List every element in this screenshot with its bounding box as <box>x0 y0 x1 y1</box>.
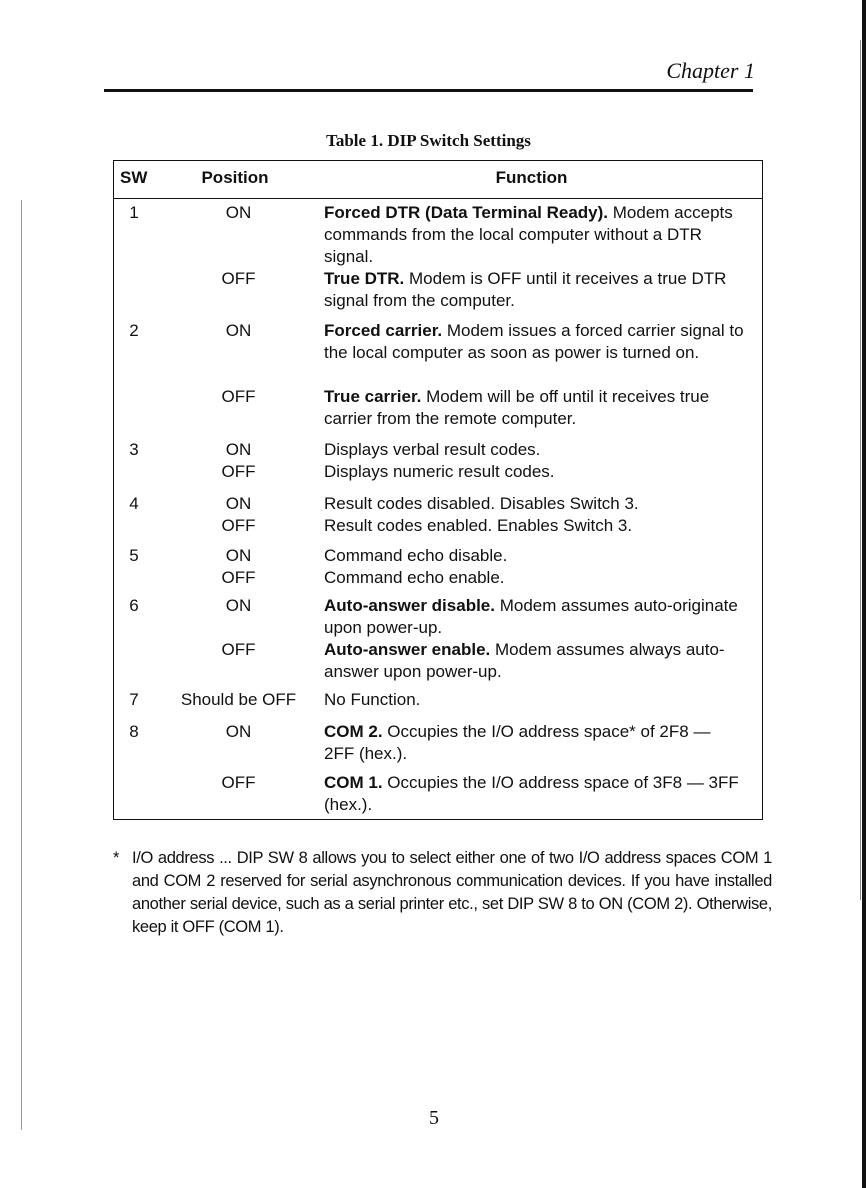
table-caption: Table 1. DIP Switch Settings <box>326 131 531 150</box>
cell-function <box>324 493 744 515</box>
function-title: Forced DTR (Data Terminal Ready). <box>324 203 609 222</box>
cell-function <box>324 772 744 816</box>
cell-position: OFF <box>221 516 256 535</box>
cell-sw: 7 <box>129 690 139 709</box>
column-header-position: Position <box>201 168 269 187</box>
scan-edge-right <box>862 0 866 1188</box>
function-title: True carrier. <box>324 387 422 406</box>
function-text: Modem assumes auto-originate upon power-up. <box>324 596 738 637</box>
cell-position: ON <box>225 596 252 615</box>
cell-function <box>324 320 744 364</box>
function-title: Auto-answer disable. <box>324 596 495 615</box>
function-text: No Function. <box>324 690 421 709</box>
cell-sw: 5 <box>129 546 139 565</box>
function-text: Occupies the I/O address space of 3F8 — 3FF (hex.). <box>324 773 739 814</box>
cell-function <box>324 639 744 683</box>
cell-sw: 3 <box>129 440 139 459</box>
cell-function <box>324 461 744 483</box>
function-title: True DTR. <box>324 269 405 288</box>
function-text: Result codes enabled. Enables Switch 3. <box>324 516 633 535</box>
function-text: Displays verbal result codes. <box>324 440 541 459</box>
function-text: Displays numeric result codes. <box>324 462 555 481</box>
cell-position: OFF <box>221 269 256 288</box>
cell-position: OFF <box>221 640 256 659</box>
cell-function <box>324 386 744 430</box>
cell-position: ON <box>225 494 252 513</box>
scan-edge-left <box>21 200 22 1130</box>
cell-sw: 6 <box>129 596 139 615</box>
cell-position: OFF <box>221 568 256 587</box>
function-text: Command echo enable. <box>324 568 505 587</box>
function-text: Modem will be off until it receives true carrier from the remote computer. <box>324 387 710 428</box>
footnote-text: I/O address ... DIP SW 8 allows you to select either one of two I/O address spaces COM 1 and COM 2 reserved for serial asynchronous communication devices. If you have installed another serial device, such as a serial printer etc., set DIP SW 8 to ON (COM 2). Otherwise, keep it OFF (COM 1). <box>132 849 772 936</box>
column-header-function: Function <box>495 168 568 187</box>
header-rule <box>104 89 753 92</box>
function-title: Auto-answer enable. <box>324 640 491 659</box>
cell-sw: 8 <box>129 722 139 741</box>
function-text: Result codes disabled. Disables Switch 3. <box>324 494 639 513</box>
chapter-header: Chapter 1 <box>666 58 755 83</box>
cell-position: Should be OFF <box>180 690 297 709</box>
column-header-sw: SW <box>120 168 148 187</box>
cell-sw: 2 <box>129 321 139 340</box>
function-text: Modem is OFF until it receives a true DTR signal from the computer. <box>324 269 727 310</box>
cell-function <box>324 515 744 537</box>
footnote-marker: * <box>113 849 120 867</box>
function-title: COM 2. <box>324 722 383 741</box>
function-text: Modem issues a forced carrier signal to the local computer as soon as power is turned on. <box>324 321 744 362</box>
function-text: Command echo disable. <box>324 546 508 565</box>
cell-position: ON <box>225 546 252 565</box>
cell-position: ON <box>225 203 252 222</box>
scan-edge-right-line <box>860 40 861 900</box>
cell-function <box>324 721 744 765</box>
cell-sw: 1 <box>129 203 139 222</box>
cell-function <box>324 439 744 461</box>
function-text: Occupies the I/O address space* of 2F8 — 2FF (hex.). <box>324 722 711 763</box>
dip-switch-table <box>113 160 763 820</box>
cell-function <box>324 689 744 711</box>
table-header <box>114 161 762 199</box>
cell-sw: 4 <box>129 494 139 513</box>
cell-position: ON <box>225 440 252 459</box>
cell-position: OFF <box>221 462 256 481</box>
function-text: Modem accepts commands from the local computer without a DTR signal. <box>324 203 733 266</box>
cell-function <box>324 268 744 312</box>
cell-position: OFF <box>221 773 256 792</box>
cell-function <box>324 545 744 567</box>
cell-function <box>324 567 744 589</box>
cell-position: ON <box>225 722 252 741</box>
cell-function <box>324 595 744 639</box>
cell-position: ON <box>225 321 252 340</box>
function-text: Modem assumes always auto-answer upon power-up. <box>324 640 725 681</box>
page-number: 5 <box>429 1107 439 1129</box>
cell-position: OFF <box>221 387 256 406</box>
cell-function <box>324 202 744 268</box>
function-title: COM 1. <box>324 773 383 792</box>
function-title: Forced carrier. <box>324 321 443 340</box>
